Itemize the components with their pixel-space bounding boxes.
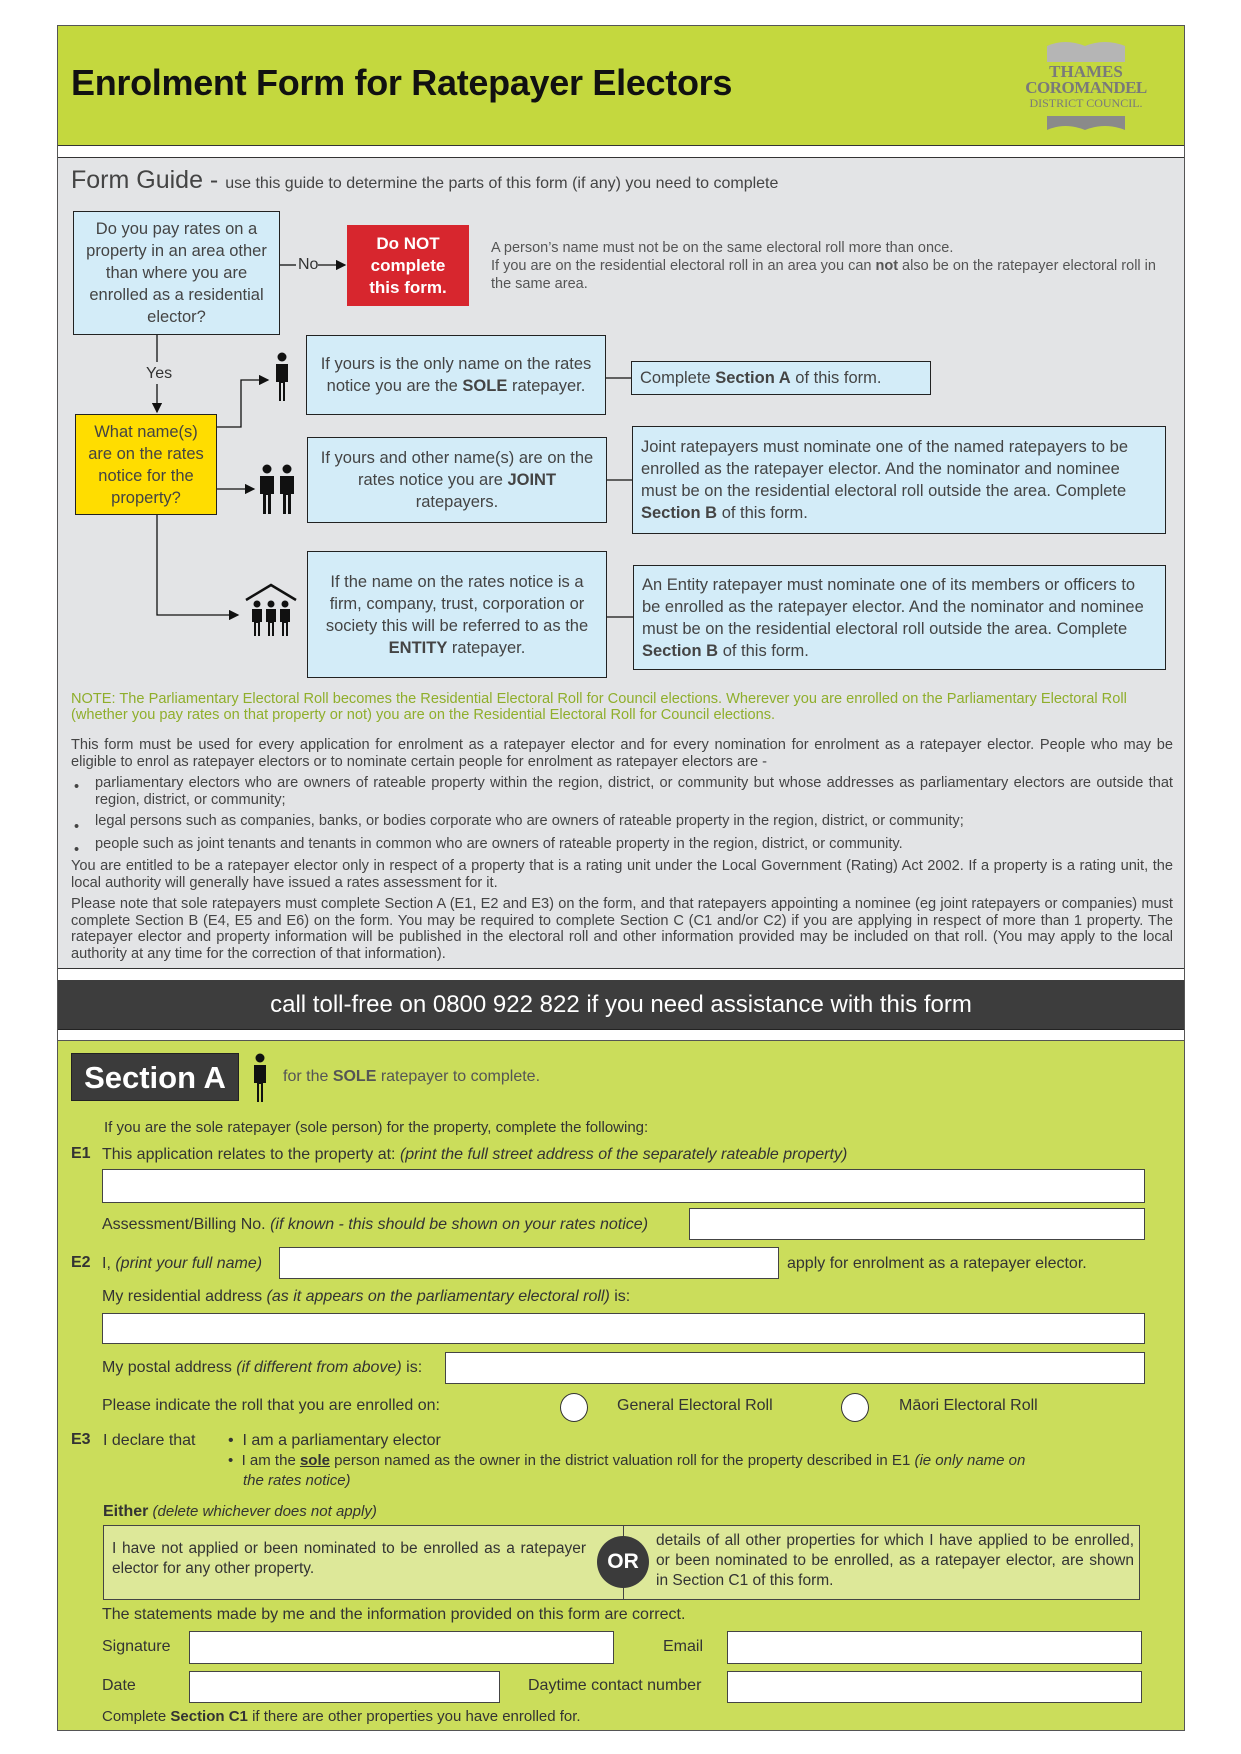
e3-label: I declare that (103, 1432, 196, 1449)
form-guide-title: Form Guide - use this guide to determine the parts of this form (if any) you need to complete (71, 166, 779, 194)
declaration-hint: the rates notice) (243, 1472, 351, 1489)
entitlement-paragraph: You are entitled to be a ratepayer elector only in respect of a property that is a rating unit under the Local Government (Rating) Act 2002. If a property is a rating unit, the local authority will generally have issued a rates assessment for it. (71, 858, 1173, 891)
section-a-heading: Section A (71, 1053, 239, 1101)
statement-text: The statements made by me and the information provided on this form are correct. (102, 1606, 686, 1623)
entity-ratepayer-instruction: An Entity ratepayer must nominate one of its members or officers to be enrolled as the ratepayer elector. And the nominator and nominee must be on the residential electoral roll outside the area. Complete Section B of this form. (633, 565, 1166, 670)
question-box-rates: Do you pay rates on a property in an area other than where you are enrolled as a residential elector? (73, 211, 280, 335)
eligibility-list (71, 775, 1173, 858)
logo-text: COROMANDEL (1025, 78, 1147, 97)
sole-person-icon (274, 352, 290, 402)
section-a-intro: for the SOLE ratepayer to complete. (283, 1068, 541, 1085)
section-a-lead: If you are the sole ratepayer (sole person) for the property, complete the following: (104, 1119, 649, 1136)
entity-ratepayer-box: If the name on the rates notice is a firm, company, trust, corporation or society this will be referred to as the ENTITY ratepayer. (307, 551, 607, 678)
sole-ratepayer-box: If yours is the only name on the rates notice you are the SOLE ratepayer. (306, 335, 606, 415)
joint-ratepayer-box: If yours and other name(s) are on the rates notice you are JOINT ratepayers. (307, 437, 607, 523)
full-name-field[interactable] (279, 1247, 779, 1279)
sections-paragraph: Please note that sole ratepayers must complete Section A (E1, E2 and E3) on the form, and that ratepayers appointing a nominee (eg joint ratepayers or companies) must complete Section B (E4, E5 and E6) on the form. You may be required to complete Section C (C1 and/or C2) if you are applying in respect of more than 1 property. The ratepayer elector and property information will be published in the electoral roll and other information provided may be included on that roll. (You may apply to the local authority at any time for the correction of that information). (71, 896, 1173, 962)
stop-info-text: A person’s name must not be on the same electoral roll more than once. If you are on the residential electoral roll in an area you can not also be on the ratepayer electoral roll in the same area. (491, 240, 1156, 292)
list-item: • people such as joint tenants and tenants in common who are owners of rateable property in the region, district, or community. (74, 835, 903, 858)
intro-paragraph: This form must be used for every application for enrolment as a ratepayer elector and for every nomination for enrolment as a ratepayer elector. People who may be eligible to enrol as ratepayer electors or to nominate certain people for enrolment as ratepayer electors are - (71, 737, 1173, 770)
sole-ratepayer-instruction: Complete Section A of this form. (631, 361, 931, 395)
daytime-contact-field[interactable] (727, 1671, 1142, 1703)
logo-text: DISTRICT COUNCIL. (1029, 96, 1143, 110)
e1-code: E1 (71, 1145, 91, 1162)
do-not-complete-box: Do NOT complete this form. (347, 225, 469, 306)
postal-label: My postal address (if different from above) is: (102, 1359, 423, 1376)
residential-label: My residential address (as it appears on the parliamentary electoral roll) is: (102, 1288, 631, 1305)
general-roll-radio[interactable] (560, 1393, 588, 1422)
assessment-number-field[interactable] (689, 1208, 1145, 1240)
property-address-field[interactable] (102, 1169, 1145, 1203)
logo-text: THAMES (1049, 62, 1123, 81)
either-label: Either (delete whichever does not apply) (103, 1503, 377, 1520)
maori-roll-radio[interactable] (841, 1393, 869, 1422)
section-a-footer: Complete Section C1 if there are other properties you have enrolled for. (102, 1708, 581, 1725)
option-no-other-property[interactable]: I have not applied or been nominated to be enrolled as a ratepayer elector for any other property. (112, 1540, 586, 1577)
residential-address-field[interactable] (102, 1313, 1145, 1344)
sole-person-icon (251, 1053, 269, 1103)
email-label: Email (663, 1638, 704, 1655)
signature-field[interactable] (189, 1631, 614, 1664)
question-box-names: What name(s) are on the rates notice for the property? (75, 414, 217, 515)
daytime-contact-label: Daytime contact number (528, 1677, 702, 1694)
e3-code: E3 (71, 1431, 91, 1448)
e2-code: E2 (71, 1254, 91, 1271)
entity-building-icon (243, 582, 299, 638)
e2-label: I, (print your full name) (102, 1255, 263, 1272)
list-item: • parliamentary electors who are owners of rateable property within the region, district, or community but whose addresses as parliamentary electors are outside that region, district, or community; (74, 775, 1173, 808)
maori-roll-label: Māori Electoral Roll (899, 1397, 1038, 1414)
date-label: Date (102, 1677, 136, 1694)
e2-after: apply for enrolment as a ratepayer elector. (787, 1255, 1087, 1272)
e1-label: This application relates to the property at: (print the full street address of the separately rateable property) (102, 1146, 848, 1163)
no-label: No (298, 256, 319, 273)
joint-ratepayer-instruction: Joint ratepayers must nominate one of the named ratepayers to be enrolled as the ratepayer elector. And the nominator and nominee must be on the residential electoral roll outside the area. Complete Section B of this form. (632, 426, 1166, 534)
postal-address-field[interactable] (445, 1352, 1145, 1384)
general-roll-label: General Electoral Roll (617, 1397, 773, 1414)
email-field[interactable] (727, 1631, 1142, 1664)
joint-people-icon (258, 464, 296, 516)
roll-label: Please indicate the roll that you are enrolled on: (102, 1397, 440, 1414)
list-item: • legal persons such as companies, banks, or bodies corporate who are owners of rateable property in the region, district, or community; (74, 813, 964, 835)
signature-label: Signature (102, 1638, 171, 1655)
yes-label: Yes (146, 365, 173, 382)
option-other-properties[interactable]: details of all other properties for which I have applied to be enrolled, or been nominated to be enrolled, as a ratepayer elector, are shown in Section C1 of this form. (656, 1532, 1134, 1589)
declaration-item: • I am the sole person named as the owner in the district valuation roll for the property described in E1 (ie only name on (228, 1452, 1026, 1469)
or-badge: OR (597, 1536, 649, 1588)
page-title: Enrolment Form for Ratepayer Electors (71, 62, 733, 103)
declaration-item: • I am a parliamentary elector (228, 1432, 441, 1449)
date-field[interactable] (189, 1671, 500, 1703)
assessment-label: Assessment/Billing No. (if known - this should be shown on your rates notice) (102, 1216, 649, 1233)
toll-free-banner: call toll-free on 0800 922 822 if you need assistance with this form (58, 980, 1184, 1030)
note-text: NOTE: The Parliamentary Electoral Roll becomes the Residential Electoral Roll for Council elections. Wherever you are enrolled on the Parliamentary Electoral Roll (whether you pay rates on that property or not) you are on the Residential Electoral Roll for Council elections. (71, 691, 1127, 723)
section-a-panel (58, 1040, 1184, 1730)
